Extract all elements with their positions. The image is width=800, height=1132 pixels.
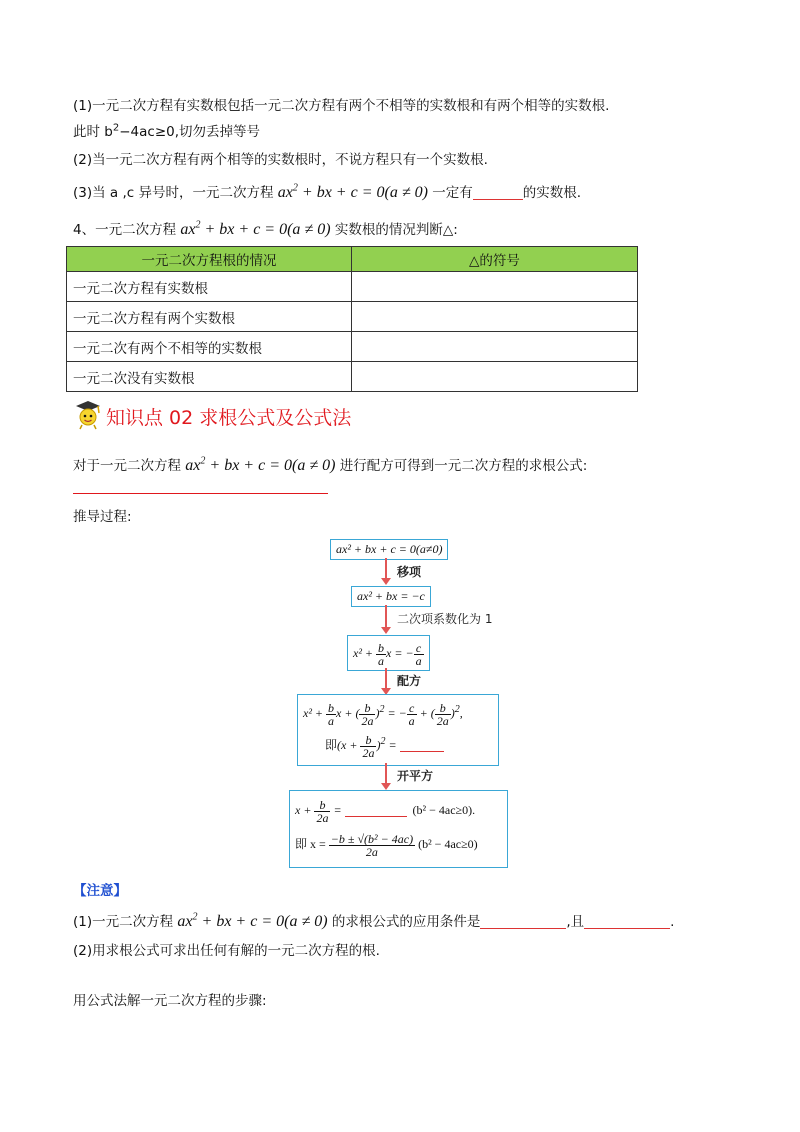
answer-blank[interactable]: [473, 185, 523, 200]
derivation-label: 推导过程:: [73, 509, 132, 525]
table-cell: 一元二次没有实数根: [67, 362, 352, 392]
flow-box-1: ax² + bx + c = 0(a≠0): [330, 539, 448, 560]
table-row: [67, 302, 638, 332]
flow-arrow: [385, 763, 387, 785]
heading-text: 知识点 02 求根公式及公式法: [106, 407, 352, 429]
table-row: [67, 362, 638, 392]
note-3-pre: (3)当 a ,c 异号时，一元二次方程: [73, 185, 274, 201]
flow-step-label: 开平方: [397, 769, 434, 783]
intro-line: [73, 456, 587, 476]
flow-box-3: x² + $\frac{b}{a}$ x = − $\frac{c}{a}$: [347, 635, 430, 671]
notice-1-pre: (1)一元二次方程: [73, 914, 174, 930]
table-cell-answer[interactable]: [352, 362, 638, 392]
section-heading: [72, 398, 351, 435]
note-3: [73, 183, 581, 203]
answer-blank[interactable]: [584, 914, 670, 929]
flow-step-label: 移项: [397, 565, 422, 579]
equation: $ax^2$ + bx + c = 0(a ≠ 0): [177, 911, 328, 930]
flow-box-5: x + $\frac{b}{2a}$ = (b² − 4ac≥0). 即 x = $\frac{\text{−b ± √(b² − 4ac)}}{2a}$ (b² − 4ac≥0): [289, 790, 508, 868]
section-4-post: 实数根的情况判断△:: [334, 222, 458, 238]
intro-pre: 对于一元二次方程: [73, 458, 181, 474]
table-cell: 一元二次方程有两个实数根: [67, 302, 352, 332]
notice-1: [73, 912, 674, 932]
flow-step-label: 二次项系数化为 1: [397, 612, 493, 626]
discriminant-table: [66, 246, 638, 392]
table-cell-answer[interactable]: [352, 332, 638, 362]
table-header-row: [67, 247, 638, 272]
table-header: △的符号: [352, 247, 638, 272]
flow-blank[interactable]: [400, 737, 444, 752]
flow-arrow-head: [381, 627, 391, 634]
flow-arrow: [385, 668, 387, 690]
note-1-sup: 2: [112, 122, 120, 134]
flow-blank[interactable]: [345, 802, 407, 817]
table-cell-answer[interactable]: [352, 302, 638, 332]
flow-box-2: ax² + bx = −c: [351, 586, 431, 607]
notice-title: 【注意】: [73, 883, 127, 899]
section-4-line: [73, 220, 458, 240]
flow-arrow-head: [381, 578, 391, 585]
note-1-text: 此时 b: [73, 124, 113, 140]
notice-2: (2)用求根公式可求出任何有解的一元二次方程的根.: [73, 943, 380, 959]
flow-arrow: [385, 558, 387, 580]
steps-label: 用公式法解一元二次方程的步骤:: [73, 993, 267, 1009]
notice-1-mid: 的求根公式的应用条件是: [331, 914, 481, 930]
flow-box-4: x² + $\frac{b}{a}$ x + ( $\frac{b}{2a}$ )$^2$ = − $\frac{c}{a}$ + ( $\frac{b}{2a}$ )$^2$, 即(x + $\frac{b}{2a}$ )$^2$ =: [297, 694, 499, 766]
flow-arrow: [385, 605, 387, 629]
answer-blank[interactable]: [480, 914, 566, 929]
table-row: [67, 272, 638, 302]
flow-step-label: 配方: [397, 674, 422, 688]
table-row: [67, 332, 638, 362]
formula-answer-line[interactable]: [73, 493, 328, 494]
note-2: (2)当一元二次方程有两个相等的实数根时，不说方程只有一个实数根.: [73, 152, 488, 168]
note-1: (1)一元二次方程有实数根包括一元二次方程有两个不相等的实数根和有两个相等的实数根.: [73, 98, 610, 114]
note-1-condition: [73, 122, 260, 142]
notice-1-and: ,且: [566, 914, 585, 930]
table-cell: 一元二次有两个不相等的实数根: [67, 332, 352, 362]
note-1-text-post: −4ac≥0,切勿丢掉等号: [119, 124, 261, 140]
note-3-mid: 一定有: [432, 185, 473, 201]
table-header: 一元二次方程根的情况: [67, 247, 352, 272]
table-cell: 一元二次方程有实数根: [67, 272, 352, 302]
equation: $ax^2$ + bx + c = 0(a ≠ 0): [180, 219, 331, 238]
equation: $ax^2$ + bx + c = 0(a ≠ 0): [277, 182, 428, 201]
intro-post: 进行配方可得到一元二次方程的求根公式:: [339, 458, 588, 474]
graduate-mascot-icon: [72, 398, 102, 435]
table-cell-answer[interactable]: [352, 272, 638, 302]
notice-1-end: .: [670, 914, 675, 930]
equation: $ax^2$ + bx + c = 0(a ≠ 0): [185, 455, 336, 474]
flow-arrow-head: [381, 783, 391, 790]
section-4-pre: 4、一元二次方程: [73, 222, 177, 238]
note-3-post: 的实数根.: [522, 185, 582, 201]
